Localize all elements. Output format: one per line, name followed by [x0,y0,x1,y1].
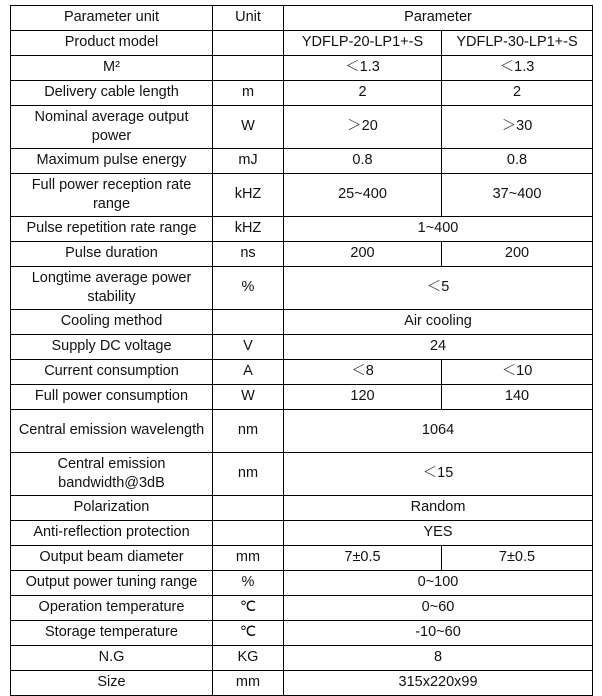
row-label-product-model: Product model [11,31,213,56]
row-unit: KG [213,646,284,671]
table-row [11,174,593,217]
row-value-model-2: 140 [442,385,593,410]
row-label: Full power consumption [11,385,213,410]
row-value-model-1: ＞20 [284,106,442,149]
row-value-shared: Random [284,496,593,521]
row-value-shared: YES [284,521,593,546]
row-unit: V [213,335,284,360]
table-row [11,106,593,149]
row-unit [213,56,284,81]
row-value-model-2: 2 [442,81,593,106]
row-unit: ns [213,242,284,267]
row-label: Longtime average power stability [11,267,213,310]
row-value-shared: 8 [284,646,593,671]
header-parameter: Parameter [284,6,593,31]
row-value-model-2: ＜1.3 [442,56,593,81]
specification-table-body [11,6,593,696]
row-unit: mJ [213,149,284,174]
row-unit: kHZ [213,217,284,242]
row-value-model-1: 120 [284,385,442,410]
model-1-value: YDFLP-20-LP1+-S [284,31,442,56]
row-unit [213,310,284,335]
row-unit: W [213,106,284,149]
header-unit: Unit [213,6,284,31]
model-2-value: YDFLP-30-LP1+-S [442,31,593,56]
row-value-model-2: 7±0.5 [442,546,593,571]
row-label: Delivery cable length [11,81,213,106]
row-unit: % [213,571,284,596]
row-label: Pulse repetition rate range [11,217,213,242]
row-label: Pulse duration [11,242,213,267]
table-row [11,410,593,453]
row-label: Output power tuning range [11,571,213,596]
row-label: Maximum pulse energy [11,149,213,174]
row-value-shared: 315x220x99 [284,671,593,696]
row-label: Current consumption [11,360,213,385]
row-value-model-2: 200 [442,242,593,267]
table-row [11,385,593,410]
row-unit: % [213,267,284,310]
row-value-shared: ＜5 [284,267,593,310]
row-label: Output beam diameter [11,546,213,571]
table-row [11,453,593,496]
row-value-model-1: 7±0.5 [284,546,442,571]
row-value-model-1: 25~400 [284,174,442,217]
row-unit [213,521,284,546]
row-unit: W [213,385,284,410]
table-row [11,217,593,242]
table-header-row [11,6,593,31]
row-label: Central emission wavelength [11,410,213,453]
header-parameter-unit: Parameter unit [11,6,213,31]
row-value-shared: 1064 [284,410,593,453]
row-label: Anti-reflection protection [11,521,213,546]
table-row [11,242,593,267]
row-label: Supply DC voltage [11,335,213,360]
row-value-model-2: 37~400 [442,174,593,217]
row-label: Full power reception rate range [11,174,213,217]
row-label: Central emission bandwidth@3dB [11,453,213,496]
row-unit: mm [213,546,284,571]
table-row [11,646,593,671]
row-unit: ℃ [213,596,284,621]
row-unit: mm [213,671,284,696]
table-row [11,621,593,646]
table-row [11,310,593,335]
row-value-model-1: 0.8 [284,149,442,174]
table-row [11,571,593,596]
row-unit: nm [213,410,284,453]
table-row [11,360,593,385]
table-row [11,335,593,360]
row-value-shared: 1~400 [284,217,593,242]
specification-table [10,5,593,696]
table-row [11,521,593,546]
row-label: Cooling method [11,310,213,335]
table-row [11,267,593,310]
row-value-shared: Air cooling [284,310,593,335]
row-label: Operation temperature [11,596,213,621]
row-value-model-1: 2 [284,81,442,106]
row-value-shared: -10~60 [284,621,593,646]
row-unit: m [213,81,284,106]
row-value-shared: 24 [284,335,593,360]
row-value-model-2: 0.8 [442,149,593,174]
row-value-shared: 0~100 [284,571,593,596]
table-row [11,671,593,696]
row-value-model-1: ＜8 [284,360,442,385]
row-label: N.G [11,646,213,671]
row-label: Nominal average output power [11,106,213,149]
table-row [11,81,593,106]
row-value-model-2: ＜10 [442,360,593,385]
row-value-shared: 0~60 [284,596,593,621]
row-label: Storage temperature [11,621,213,646]
table-row [11,149,593,174]
table-row-product-model [11,31,593,56]
row-value-model-2: ＞30 [442,106,593,149]
row-unit-product-model [213,31,284,56]
row-label: Size [11,671,213,696]
row-unit [213,496,284,521]
table-row [11,496,593,521]
row-value-model-1: 200 [284,242,442,267]
row-unit: kHZ [213,174,284,217]
row-unit: ℃ [213,621,284,646]
row-unit: nm [213,453,284,496]
specification-table-container [10,5,592,696]
table-row [11,596,593,621]
row-label: M² [11,56,213,81]
table-row [11,546,593,571]
row-label: Polarization [11,496,213,521]
row-value-shared: ＜15 [284,453,593,496]
row-unit: A [213,360,284,385]
row-value-model-1: ＜1.3 [284,56,442,81]
table-row [11,56,593,81]
